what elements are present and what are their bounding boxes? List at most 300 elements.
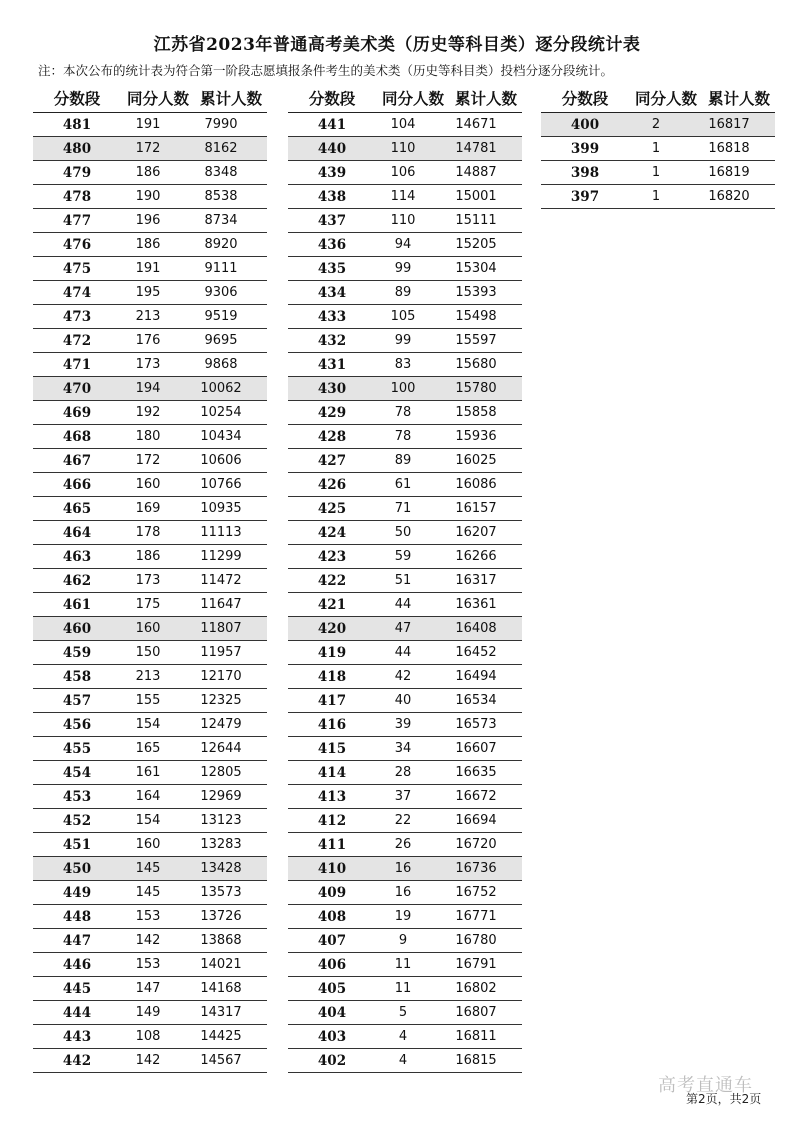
cell-score: 476: [62, 236, 92, 253]
cell-same-count: 165: [135, 741, 161, 756]
table-row: [288, 617, 522, 641]
cell-score: 437: [317, 212, 347, 229]
table-row: [33, 1049, 267, 1073]
cell-score: 454: [62, 764, 92, 781]
cell-same-count: 106: [390, 165, 416, 180]
table-header: [288, 84, 522, 113]
cell-cumulative: 16815: [455, 1053, 497, 1068]
cell-same-count: 160: [135, 621, 161, 636]
cell-cumulative: 15205: [455, 237, 497, 252]
cell-cumulative: 14317: [200, 1005, 242, 1020]
cell-cumulative: 13283: [200, 837, 242, 852]
cell-score: 421: [317, 596, 347, 613]
cell-score: 402: [317, 1052, 347, 1069]
table-note: 注：本次公布的统计表为符合第一阶段志愿填报条件考生的美术类（历史等科目类）投档分逐分段统计。: [38, 63, 614, 78]
table-row: [288, 449, 522, 473]
cell-score: 403: [317, 1028, 347, 1045]
cell-score: 455: [62, 740, 92, 757]
cell-same-count: 161: [135, 765, 161, 780]
cell-same-count: 94: [394, 237, 412, 252]
table-row: [288, 281, 522, 305]
cell-cumulative: 11957: [200, 645, 242, 660]
cell-same-count: 4: [398, 1029, 408, 1044]
cell-cumulative: 10434: [200, 429, 242, 444]
table-row: [33, 545, 267, 569]
table-row: [33, 233, 267, 257]
header-same-count: 同分人数: [381, 90, 444, 108]
table-column-3: [541, 84, 775, 209]
table-row: [288, 641, 522, 665]
cell-same-count: 1: [651, 141, 661, 156]
cell-score: 418: [317, 668, 347, 685]
cell-same-count: 89: [394, 285, 412, 300]
cell-cumulative: 16818: [708, 141, 750, 156]
cell-score: 406: [317, 956, 347, 973]
cell-cumulative: 16086: [455, 477, 497, 492]
cell-same-count: 83: [394, 357, 412, 372]
table-row: [288, 209, 522, 233]
cell-same-count: 191: [135, 117, 161, 132]
cell-score: 408: [317, 908, 347, 925]
table-row: [288, 761, 522, 785]
cell-score: 462: [62, 572, 92, 589]
table-row: [288, 113, 522, 137]
cell-cumulative: 16802: [455, 981, 497, 996]
cell-same-count: 1: [651, 189, 661, 204]
table-row: [288, 1049, 522, 1073]
cell-score: 442: [62, 1052, 92, 1069]
cell-cumulative: 10935: [200, 501, 242, 516]
cell-cumulative: 14567: [200, 1053, 242, 1068]
cell-same-count: 147: [135, 981, 161, 996]
cell-same-count: 180: [135, 429, 161, 444]
page-title: 江苏省2023年普通高考美术类（历史等科目类）逐分段统计表: [153, 35, 641, 55]
cell-cumulative: 12479: [200, 717, 242, 732]
cell-same-count: 160: [135, 837, 161, 852]
cell-same-count: 145: [135, 861, 161, 876]
cell-same-count: 213: [135, 669, 161, 684]
cell-same-count: 108: [135, 1029, 161, 1044]
cell-cumulative: 16771: [455, 909, 497, 924]
cell-cumulative: 8538: [204, 189, 238, 204]
cell-score: 475: [62, 260, 92, 277]
table-row: [33, 689, 267, 713]
cell-score: 439: [317, 164, 347, 181]
cell-score: 470: [62, 380, 92, 397]
cell-cumulative: 9868: [204, 357, 238, 372]
cell-same-count: 186: [135, 549, 161, 564]
cell-score: 446: [62, 956, 92, 973]
cell-score: 397: [570, 188, 600, 205]
table-row: [541, 185, 775, 209]
cell-score: 410: [317, 860, 347, 877]
cell-same-count: 195: [135, 285, 161, 300]
table-row: [288, 137, 522, 161]
cell-cumulative: 11807: [200, 621, 242, 636]
cell-same-count: 99: [394, 333, 412, 348]
cell-cumulative: 16452: [455, 645, 497, 660]
cell-same-count: 39: [394, 717, 412, 732]
cell-same-count: 89: [394, 453, 412, 468]
cell-cumulative: 15858: [455, 405, 497, 420]
cell-same-count: 160: [135, 477, 161, 492]
cell-cumulative: 10606: [200, 453, 242, 468]
cell-score: 441: [317, 116, 347, 133]
cell-cumulative: 11113: [200, 525, 242, 540]
table-header: [541, 84, 775, 113]
cell-same-count: 2: [651, 117, 661, 132]
cell-same-count: 44: [394, 645, 412, 660]
cell-cumulative: 13573: [200, 885, 242, 900]
table-row: [541, 161, 775, 185]
cell-score: 430: [317, 380, 347, 397]
cell-score: 415: [317, 740, 347, 757]
table-rows: [33, 113, 267, 1073]
cell-cumulative: 9519: [204, 309, 238, 324]
cell-cumulative: 16157: [455, 501, 497, 516]
cell-same-count: 51: [394, 573, 412, 588]
table-row: [288, 257, 522, 281]
cell-score: 449: [62, 884, 92, 901]
table-row: [33, 833, 267, 857]
cell-same-count: 78: [394, 429, 412, 444]
table-row: [288, 185, 522, 209]
cell-score: 464: [62, 524, 92, 541]
table-row: [288, 785, 522, 809]
cell-same-count: 71: [394, 501, 412, 516]
table-row: [33, 929, 267, 953]
cell-score: 399: [570, 140, 600, 157]
table-row: [288, 497, 522, 521]
cell-same-count: 150: [135, 645, 161, 660]
watermark: 高考直通车: [658, 1075, 753, 1096]
cell-cumulative: 16494: [455, 669, 497, 684]
cell-score: 435: [317, 260, 347, 277]
cell-same-count: 169: [135, 501, 161, 516]
cell-score: 478: [62, 188, 92, 205]
cell-score: 479: [62, 164, 92, 181]
cell-same-count: 28: [394, 765, 412, 780]
cell-score: 425: [317, 500, 347, 517]
table-row: [288, 305, 522, 329]
cell-cumulative: 16317: [455, 573, 497, 588]
cell-same-count: 153: [135, 909, 161, 924]
cell-cumulative: 16607: [455, 741, 497, 756]
table-row: [33, 785, 267, 809]
table-row: [288, 233, 522, 257]
header-score: 分数段: [53, 90, 101, 108]
cell-same-count: 149: [135, 1005, 161, 1020]
cell-same-count: 5: [398, 1005, 408, 1020]
cell-cumulative: 16780: [455, 933, 497, 948]
header-score: 分数段: [308, 90, 356, 108]
cell-cumulative: 16672: [455, 789, 497, 804]
header-cumulative: 累计人数: [454, 90, 517, 108]
cell-same-count: 190: [135, 189, 161, 204]
cell-same-count: 26: [394, 837, 412, 852]
table-row: [288, 665, 522, 689]
table-row: [288, 521, 522, 545]
table-row: [288, 929, 522, 953]
cell-score: 412: [317, 812, 347, 829]
cell-score: 450: [62, 860, 92, 877]
table-row: [33, 905, 267, 929]
cell-same-count: 154: [135, 813, 161, 828]
cell-score: 451: [62, 836, 92, 853]
cell-cumulative: 14887: [455, 165, 497, 180]
cell-cumulative: 16807: [455, 1005, 497, 1020]
cell-cumulative: 15936: [455, 429, 497, 444]
cell-score: 473: [62, 308, 92, 325]
cell-cumulative: 15680: [455, 357, 497, 372]
table-row: [288, 329, 522, 353]
header-score: 分数段: [561, 90, 609, 108]
cell-cumulative: 8734: [204, 213, 238, 228]
cell-cumulative: 16361: [455, 597, 497, 612]
cell-score: 444: [62, 1004, 92, 1021]
cell-score: 453: [62, 788, 92, 805]
table-row: [288, 857, 522, 881]
table-row: [288, 977, 522, 1001]
cell-same-count: 213: [135, 309, 161, 324]
table-row: [33, 401, 267, 425]
cell-score: 426: [317, 476, 347, 493]
cell-score: 472: [62, 332, 92, 349]
table-row: [288, 161, 522, 185]
cell-cumulative: 12969: [200, 789, 242, 804]
cell-same-count: 9: [398, 933, 408, 948]
table-row: [288, 425, 522, 449]
cell-score: 480: [62, 140, 92, 157]
table-row: [33, 977, 267, 1001]
cell-cumulative: 16752: [455, 885, 497, 900]
header-cumulative: 累计人数: [707, 90, 770, 108]
table-row: [288, 713, 522, 737]
cell-score: 422: [317, 572, 347, 589]
cell-cumulative: 12325: [200, 693, 242, 708]
cell-same-count: 11: [394, 981, 412, 996]
cell-cumulative: 16573: [455, 717, 497, 732]
table-row: [288, 833, 522, 857]
cell-cumulative: 16025: [455, 453, 497, 468]
cell-cumulative: 8920: [204, 237, 238, 252]
table-row: [33, 209, 267, 233]
cell-score: 448: [62, 908, 92, 925]
cell-cumulative: 16534: [455, 693, 497, 708]
cell-score: 427: [317, 452, 347, 469]
cell-score: 416: [317, 716, 347, 733]
cell-score: 452: [62, 812, 92, 829]
cell-same-count: 178: [135, 525, 161, 540]
cell-same-count: 173: [135, 357, 161, 372]
cell-same-count: 47: [394, 621, 412, 636]
cell-same-count: 142: [135, 1053, 161, 1068]
cell-same-count: 78: [394, 405, 412, 420]
cell-cumulative: 15001: [455, 189, 497, 204]
table-row: [33, 665, 267, 689]
cell-score: 436: [317, 236, 347, 253]
cell-score: 438: [317, 188, 347, 205]
cell-score: 433: [317, 308, 347, 325]
cell-same-count: 50: [394, 525, 412, 540]
cell-same-count: 186: [135, 165, 161, 180]
cell-cumulative: 15111: [455, 213, 497, 228]
cell-cumulative: 11647: [200, 597, 242, 612]
cell-cumulative: 16635: [455, 765, 497, 780]
cell-cumulative: 16817: [708, 117, 750, 132]
cell-same-count: 186: [135, 237, 161, 252]
cell-cumulative: 14168: [200, 981, 242, 996]
table-row: [33, 161, 267, 185]
cell-score: 434: [317, 284, 347, 301]
cell-score: 461: [62, 596, 92, 613]
cell-score: 419: [317, 644, 347, 661]
cell-score: 431: [317, 356, 347, 373]
cell-cumulative: 15597: [455, 333, 497, 348]
table-row: [33, 1001, 267, 1025]
cell-same-count: 155: [135, 693, 161, 708]
table-row: [33, 809, 267, 833]
cell-cumulative: 15780: [455, 381, 497, 396]
cell-same-count: 110: [390, 213, 416, 228]
cell-cumulative: 9111: [204, 261, 238, 276]
cell-cumulative: 13428: [200, 861, 242, 876]
table-row: [288, 593, 522, 617]
cell-cumulative: 9306: [204, 285, 238, 300]
cell-cumulative: 14781: [455, 141, 497, 156]
table-rows: [541, 113, 775, 209]
cell-same-count: 16: [394, 885, 412, 900]
cell-same-count: 4: [398, 1053, 408, 1068]
cell-score: 405: [317, 980, 347, 997]
cell-score: 411: [317, 836, 347, 853]
cell-score: 424: [317, 524, 347, 541]
cell-same-count: 176: [135, 333, 161, 348]
table-row: [33, 113, 267, 137]
cell-score: 417: [317, 692, 347, 709]
cell-same-count: 164: [135, 789, 161, 804]
cell-same-count: 22: [394, 813, 412, 828]
cell-score: 468: [62, 428, 92, 445]
cell-score: 443: [62, 1028, 92, 1045]
table-row: [288, 881, 522, 905]
cell-same-count: 104: [390, 117, 416, 132]
table-row: [288, 1025, 522, 1049]
table-row: [288, 689, 522, 713]
table-rows: [288, 113, 522, 1073]
cell-same-count: 11: [394, 957, 412, 972]
table-row: [33, 761, 267, 785]
cell-score: 400: [570, 116, 600, 133]
cell-cumulative: 11299: [200, 549, 242, 564]
cell-cumulative: 12170: [200, 669, 242, 684]
cell-cumulative: 13123: [200, 813, 242, 828]
cell-cumulative: 16694: [455, 813, 497, 828]
cell-cumulative: 7990: [204, 117, 238, 132]
table-row: [33, 305, 267, 329]
table-column-2: [288, 84, 522, 1073]
cell-cumulative: 16266: [455, 549, 497, 564]
table-row: [33, 257, 267, 281]
cell-score: 469: [62, 404, 92, 421]
cell-same-count: 196: [135, 213, 161, 228]
table-row: [288, 905, 522, 929]
cell-same-count: 145: [135, 885, 161, 900]
cell-same-count: 153: [135, 957, 161, 972]
cell-score: 445: [62, 980, 92, 997]
cell-score: 429: [317, 404, 347, 421]
table-row: [33, 521, 267, 545]
table-row: [288, 401, 522, 425]
cell-score: 420: [317, 620, 347, 637]
cell-cumulative: 13868: [200, 933, 242, 948]
cell-same-count: 1: [651, 165, 661, 180]
cell-score: 465: [62, 500, 92, 517]
table-row: [33, 737, 267, 761]
cell-cumulative: 16811: [455, 1029, 497, 1044]
cell-same-count: 34: [394, 741, 412, 756]
table-row: [33, 593, 267, 617]
cell-score: 447: [62, 932, 92, 949]
table-row: [33, 857, 267, 881]
cell-same-count: 42: [394, 669, 412, 684]
table-row: [33, 425, 267, 449]
cell-cumulative: 11472: [200, 573, 242, 588]
cell-score: 440: [317, 140, 347, 157]
cell-cumulative: 10254: [200, 405, 242, 420]
page-number: 第2页，共2页: [686, 1092, 762, 1106]
cell-score: 458: [62, 668, 92, 685]
table-row: [288, 809, 522, 833]
cell-same-count: 194: [135, 381, 161, 396]
cell-cumulative: 14671: [455, 117, 497, 132]
cell-cumulative: 15304: [455, 261, 497, 276]
cell-score: 423: [317, 548, 347, 565]
cell-cumulative: 16819: [708, 165, 750, 180]
cell-score: 414: [317, 764, 347, 781]
table-row: [33, 1025, 267, 1049]
cell-same-count: 192: [135, 405, 161, 420]
cell-cumulative: 12805: [200, 765, 242, 780]
cell-score: 428: [317, 428, 347, 445]
cell-same-count: 37: [394, 789, 412, 804]
cell-score: 481: [62, 116, 92, 133]
cell-same-count: 100: [390, 381, 416, 396]
table-row: [288, 569, 522, 593]
table-row: [33, 569, 267, 593]
cell-cumulative: 16408: [455, 621, 497, 636]
table-row: [33, 377, 267, 401]
table-row: [288, 1001, 522, 1025]
table-row: [288, 737, 522, 761]
cell-same-count: 99: [394, 261, 412, 276]
table-column-1: [33, 84, 267, 1073]
cell-same-count: 173: [135, 573, 161, 588]
cell-cumulative: 16736: [455, 861, 497, 876]
cell-same-count: 175: [135, 597, 161, 612]
cell-score: 398: [570, 164, 600, 181]
table-row: [541, 113, 775, 137]
cell-score: 463: [62, 548, 92, 565]
table-row: [288, 545, 522, 569]
cell-cumulative: 16820: [708, 189, 750, 204]
cell-same-count: 61: [394, 477, 412, 492]
cell-score: 457: [62, 692, 92, 709]
cell-score: 404: [317, 1004, 347, 1021]
table-row: [33, 617, 267, 641]
table-row: [33, 881, 267, 905]
cell-cumulative: 10766: [200, 477, 242, 492]
